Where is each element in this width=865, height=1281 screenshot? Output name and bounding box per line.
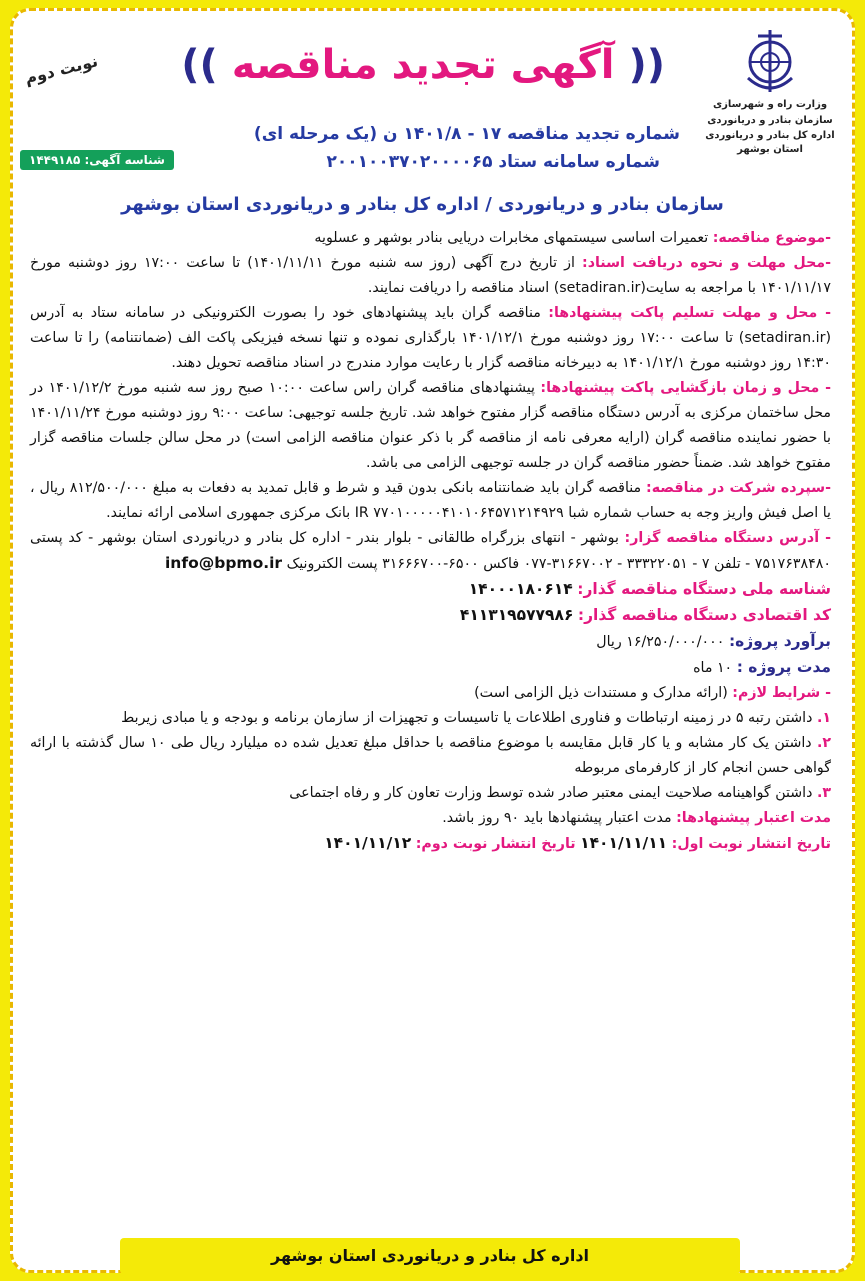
requirement-item	[30, 781, 831, 806]
subject-paragraph	[30, 226, 831, 251]
page-title	[181, 42, 665, 88]
address-label: - آدرس دستگاه مناقصه گزار:	[624, 530, 831, 546]
opening-text: پیشنهادهای مناقصه گران راس ساعت ۱۰:۰۰ صبح روز سه شنبه مورخ ۱۴۰۱/۱۲/۲ در محل ساختمان مرکزی به آدرس دستگاه مناقصه گزار مفتوح خواهد شد. تاریخ جلسه توجیهی: ساعت ۹:۰۰ روز دوشنبه مورخ ۱۴۰۱/۱۱/۲۴ با حضور نماینده مناقصه گران (ارایه معرفی نامه از مناقصه گر با ذکر عنوان مناقصه الزامی است) در محل سالن جلسات مناقصه گزار مفتوح خواهد شد. ضمناً حضور مناقصه گران در جلسه توجیهی الزامی می باشد.	[30, 380, 831, 471]
ad-body	[30, 226, 831, 857]
estimate-value: ۱۶/۲۵۰/۰۰۰/۰۰۰ ریال	[596, 634, 725, 650]
header	[20, 22, 845, 192]
deposit-label: -سپرده شرکت در مناقصه:	[646, 480, 831, 496]
ad-id-badge: شناسه آگهی: ۱۴۴۹۱۸۵	[20, 150, 174, 170]
second-publication-label: تاریخ انتشار نوبت دوم:	[415, 836, 576, 852]
requirement-text: داشتن گواهینامه صلاحیت ایمنی معتبر صادر شده توسط وزارت تعاون کار و رفاه اجتماعی	[289, 785, 813, 801]
docs-label: -محل مهلت و نحوه دریافت اسناد:	[582, 255, 831, 271]
submit-paragraph	[30, 301, 831, 376]
footer-banner: اداره کل بنادر و دریانوردی استان بوشهر	[120, 1238, 740, 1274]
title-close-paren: ))	[181, 42, 218, 88]
email-link[interactable]: info@bpmo.ir	[164, 554, 283, 572]
logo-caption-provincial: اداره کل بنادر و دریانوردی استان بوشهر	[705, 130, 835, 155]
turn-label: نوبت دوم	[22, 51, 100, 88]
organization-logo	[695, 26, 845, 156]
first-publication-label: تاریخ انتشار نوبت اول:	[671, 836, 831, 852]
requirement-number: ۱.	[816, 710, 831, 726]
opening-paragraph	[30, 376, 831, 476]
requirement-number: ۲.	[816, 735, 831, 751]
address-paragraph	[30, 526, 831, 577]
requirements-label: - شرایط لازم:	[732, 685, 831, 701]
requirements-text: (ارائه مدارک و مستندات ذیل الزامی است)	[474, 685, 728, 701]
subject-text: تعمیرات اساسی سیستمهای مخابرات دریایی بنادر بوشهر و عسلویه	[314, 230, 709, 246]
deposit-text: مناقصه گران باید ضمانتنامه بانکی بدون قید و شرط و قابل تمدید به دفعات به مبلغ ۸۱۲/۵۰۰/۰۰۰ ریال ، یا اصل فیش واریز وجه به حساب شماره شبا IR ۷۷۰۱۰۰۰۰۰۴۱۰۱۰۶۴۵۷۱۲۱۴۹۲۹ بانک مرکزی جمهوری اسلامی ارائه نمایند.	[30, 480, 831, 521]
address-text: بوشهر - انتهای بزرگراه طالقانی - بلوار بندر - اداره کل بنادر و دریانوردی استان بوشهر - کد پستی ۷۵۱۷۶۳۸۴۸۰ - تلفن ۷ - ۳۳۳۲۲۰۵۱ - ۳۱۶۶۷۰۰۲-۰۷۷ فاکس ۶۵۰۰-۳۱۶۶۶۷۰۰ پست الکترونیک	[30, 530, 831, 572]
opening-label: - محل و زمان بازگشایی پاکت پیشنهادها:	[540, 380, 831, 396]
docs-paragraph	[30, 251, 831, 301]
requirement-item	[30, 706, 831, 731]
title-open-paren: ((	[628, 42, 665, 88]
title-text: آگهی تجدید مناقصه	[231, 42, 615, 88]
organization-name: سازمان بنادر و دریانوردی / اداره کل بنادر و دریانوردی استان بوشهر	[121, 194, 724, 215]
validity-text: مدت اعتبار پیشنهادها باید ۹۰ روز باشد.	[442, 810, 672, 826]
economic-code-label: کد اقتصادی دستگاه مناقصه گذار:	[577, 606, 831, 624]
requirement-text: داشتن رتبه ۵ در زمینه ارتباطات و فناوری اطلاعات یا تاسیسات و تجهیزات از سازمان برنامه و بودجه و یا مبادی زیربط	[121, 710, 813, 726]
estimate-label: برآورد پروژه:	[728, 632, 831, 650]
economic-code-line	[30, 603, 831, 629]
national-id-line	[30, 577, 831, 603]
requirement-number: ۳.	[816, 785, 831, 801]
submit-text: مناقصه گران باید پیشنهادهای خود را بصورت الکترونیکی در سامانه ستاد به آدرس (setadiran.ir) تا ساعت ۱۷:۰۰ روز دوشنبه مورخ ۱۴۰۱/۱۲/۱ بارگذاری نموده و تنها نسخه فیزیکی پاکت الف (ضمانتنامه) را تا ساعت ۱۴:۳۰ روز دوشنبه مورخ ۱۴۰۱/۱۲/۱ به دبیرخانه مناقصه گزار با رعایت موارد مندرج در اسناد مناقصه تحویل دهند.	[30, 305, 831, 371]
duration-label: مدت پروژه :	[736, 658, 831, 676]
economic-code-value: ۴۱۱۳۱۹۵۷۷۹۸۶	[459, 606, 574, 624]
submit-label: - محل و مهلت تسلیم پاکت پیشنهادها:	[548, 305, 832, 321]
national-id-value: ۱۴۰۰۰۱۸۰۶۱۴	[468, 580, 573, 598]
tender-number: شماره تجدید مناقصه ۱۷ - ۱۴۰۱/۸ ن (یک مرحله ای)	[253, 124, 680, 144]
logo-caption-ministry: وزارت راه و شهرسازی	[712, 99, 828, 110]
first-publication-date: ۱۴۰۱/۱۱/۱۱	[580, 834, 668, 852]
second-publication-date: ۱۴۰۱/۱۱/۱۲	[324, 834, 412, 852]
anchor-emblem-icon	[740, 26, 800, 96]
logo-caption-organization: سازمان بنادر و دریانوردی	[707, 114, 833, 126]
duration-line	[30, 655, 831, 681]
national-id-label: شناسه ملی دستگاه مناقصه گذار:	[577, 580, 831, 598]
subject-label: -موضوع مناقصه:	[712, 230, 831, 246]
publication-line	[30, 831, 831, 857]
validity-label: مدت اعتبار پیشنهادها:	[676, 810, 831, 826]
requirements-line	[30, 681, 831, 706]
validity-line	[30, 806, 831, 831]
requirement-text: داشتن یک کار مشابه و یا کار قابل مقایسه با موضوع مناقصه با حداقل مبلغ تعدیل شده ده میلیارد ریال طی ۱۰ سال گذشته با ارائه گواهی حسن انجام کار از کارفرمای مربوطه	[30, 735, 831, 776]
estimate-line	[30, 629, 831, 655]
duration-value: ۱۰ ماه	[693, 660, 733, 676]
deposit-paragraph	[30, 476, 831, 526]
requirement-item	[30, 731, 831, 781]
setad-number: شماره سامانه ستاد ۲۰۰۱۰۰۳۷۰۲۰۰۰۰۶۵	[326, 152, 660, 172]
docs-text: از تاریخ درج آگهی (روز سه شنبه مورخ ۱۴۰۱/۱۱/۱۱) تا ساعت ۱۷:۰۰ روز دوشنبه مورخ ۱۴۰۱/۱۱/۱۷ با مراجعه به سایت(setadiran.ir) اسناد مناقصه را دریافت نمایند.	[30, 255, 831, 296]
